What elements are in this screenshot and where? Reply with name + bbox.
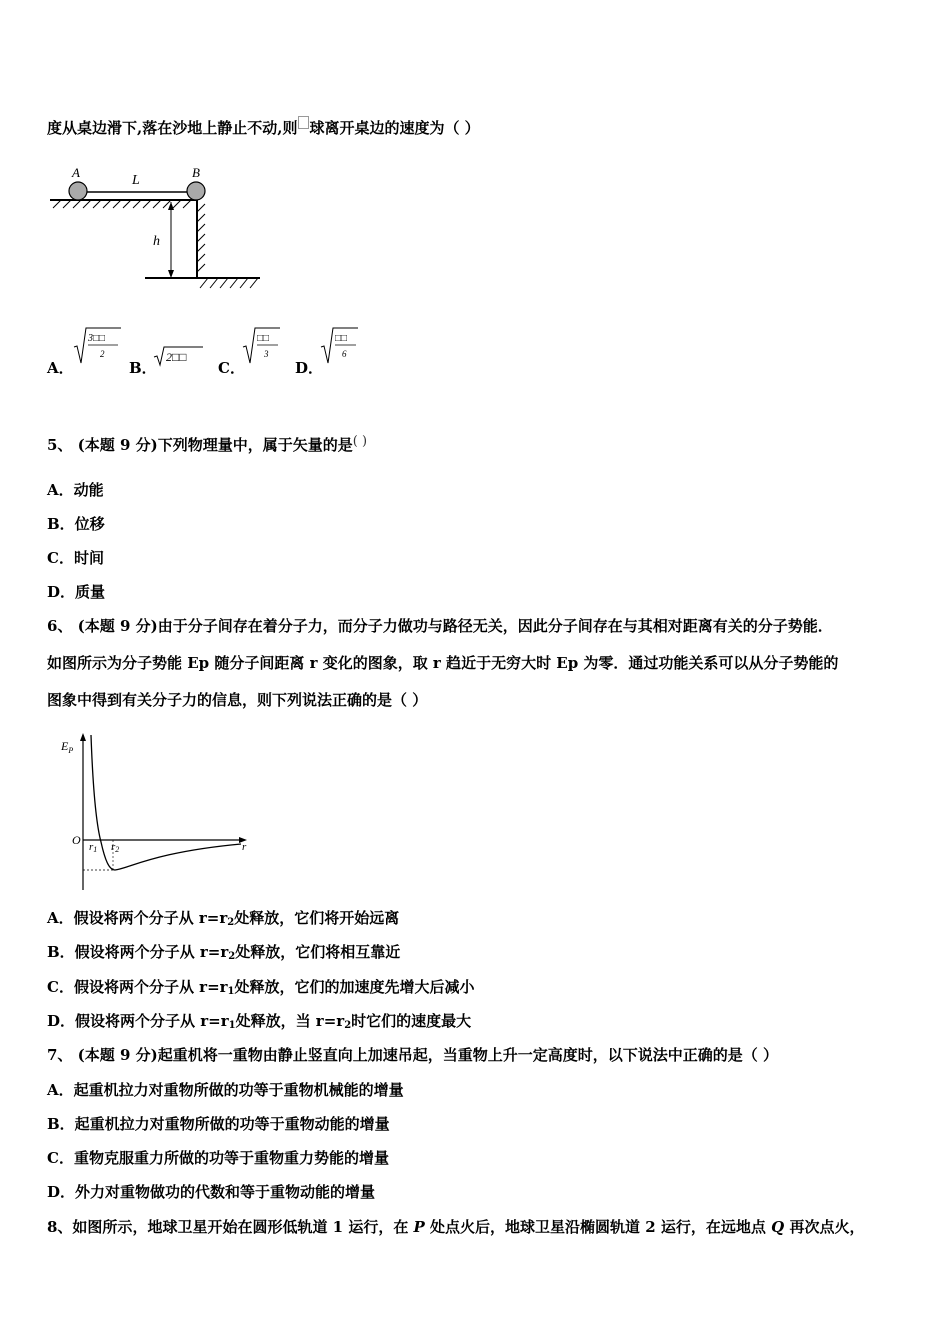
- q4-options: [47, 325, 447, 375]
- svg-text:□□: □□: [335, 333, 348, 344]
- missing-glyph-icon: [298, 116, 309, 129]
- q7-stem: 7、 (本题 9 分)起重机将一重物由静止竖直向上加速吊起，当重物上升一定高度时，以下说法中正确的是（ ）: [47, 1046, 778, 1064]
- q6-option-d: D．假设将两个分子从 $r=r_1$处释放，当 $r=r_2$时它们的速度最大: [47, 1012, 472, 1031]
- q4-option-d-label: D．: [295, 359, 324, 377]
- svg-text:□□: □□: [257, 333, 270, 344]
- svg-text:6: 6: [342, 349, 347, 359]
- q4-option-c-formula: [242, 325, 282, 367]
- ball-b: [187, 182, 205, 200]
- label-h: h: [153, 234, 160, 249]
- q6-stem-line3: 图象中得到有关分子力的信息，则下列说法正确的是（ ）: [47, 691, 428, 709]
- label-l: L: [132, 173, 140, 188]
- q7-option-c: C．重物克服重力所做的功等于重物重力势能的增量: [47, 1149, 389, 1167]
- q6-option-a: A．假设将两个分子从 $r=r_2$处释放，它们将开始远离: [47, 909, 400, 928]
- q4-option-c-label: C．: [218, 359, 245, 377]
- q6-option-c: C．假设将两个分子从 $r=r_1$处释放，它们的加速度先增大后减小: [47, 978, 475, 997]
- q4-option-a-formula: [73, 325, 123, 367]
- ball-a: [69, 182, 87, 200]
- q6-stem-line1: 6、 (本题 9 分)由于分子间存在着分子力，而分子力做功与路径无关，因此分子间存在与其相对距离有关的分子势能．: [47, 617, 833, 635]
- svg-text:3: 3: [264, 349, 269, 359]
- q4-option-b-formula: [153, 345, 205, 367]
- label-a: A: [72, 165, 80, 180]
- q7-option-b: B．起重机拉力对重物所做的功等于重物动能的增量: [47, 1115, 390, 1133]
- q4-option-d-formula: [320, 325, 360, 367]
- svg-text:2□□: 2□□: [166, 350, 187, 364]
- q4-option-a-label: A．: [47, 359, 74, 377]
- q6-option-b: B．假设将两个分子从 $r=r_2$处释放，它们将相互靠近: [47, 943, 401, 962]
- graph-y-label: $E_P$: [61, 739, 74, 755]
- q4-table-figure: [45, 160, 270, 300]
- q6-potential-energy-graph: [55, 732, 255, 894]
- svg-text:3□□: 3□□: [88, 333, 106, 344]
- q8-stem: 8、如图所示，地球卫星开始在圆形低轨道 1 运行，在 P 处点火后，地球卫星沿椭圆轨道 2 运行，在远地点 Q 再次点火，: [47, 1218, 865, 1236]
- q5-option-d: D．质量: [47, 583, 106, 601]
- q6-stem-line2: 如图所示为分子势能 Ep 随分子间距离 r 变化的图象，取 r 趋近于无穷大时 Ep 为零．通过功能关系可以从分子势能的: [47, 654, 839, 672]
- graph-r1-label: r1: [89, 841, 98, 854]
- graph-x-label: r: [242, 841, 247, 853]
- q7-option-a: A．起重机拉力对重物所做的功等于重物机械能的增量: [47, 1081, 404, 1099]
- q5-stem: 5、 (本题 9 分)下列物理量中，属于矢量的是( ): [47, 434, 368, 454]
- label-b: B: [192, 165, 200, 180]
- q4-option-b-label: B．: [129, 359, 157, 377]
- q5-option-c: C．时间: [47, 549, 104, 567]
- q7-option-d: D．外力对重物做功的代数和等于重物动能的增量: [47, 1183, 376, 1201]
- q4-stem: 度从桌边滑下,落在沙地上静止不动,则 球离开桌边的速度为（ ）: [47, 116, 480, 138]
- q5-option-b: B．位移: [47, 515, 105, 533]
- graph-r2-label: r2: [111, 841, 120, 854]
- q5-option-a: A．动能: [47, 481, 104, 499]
- graph-origin-label: O: [72, 833, 81, 847]
- svg-text:2: 2: [100, 349, 105, 359]
